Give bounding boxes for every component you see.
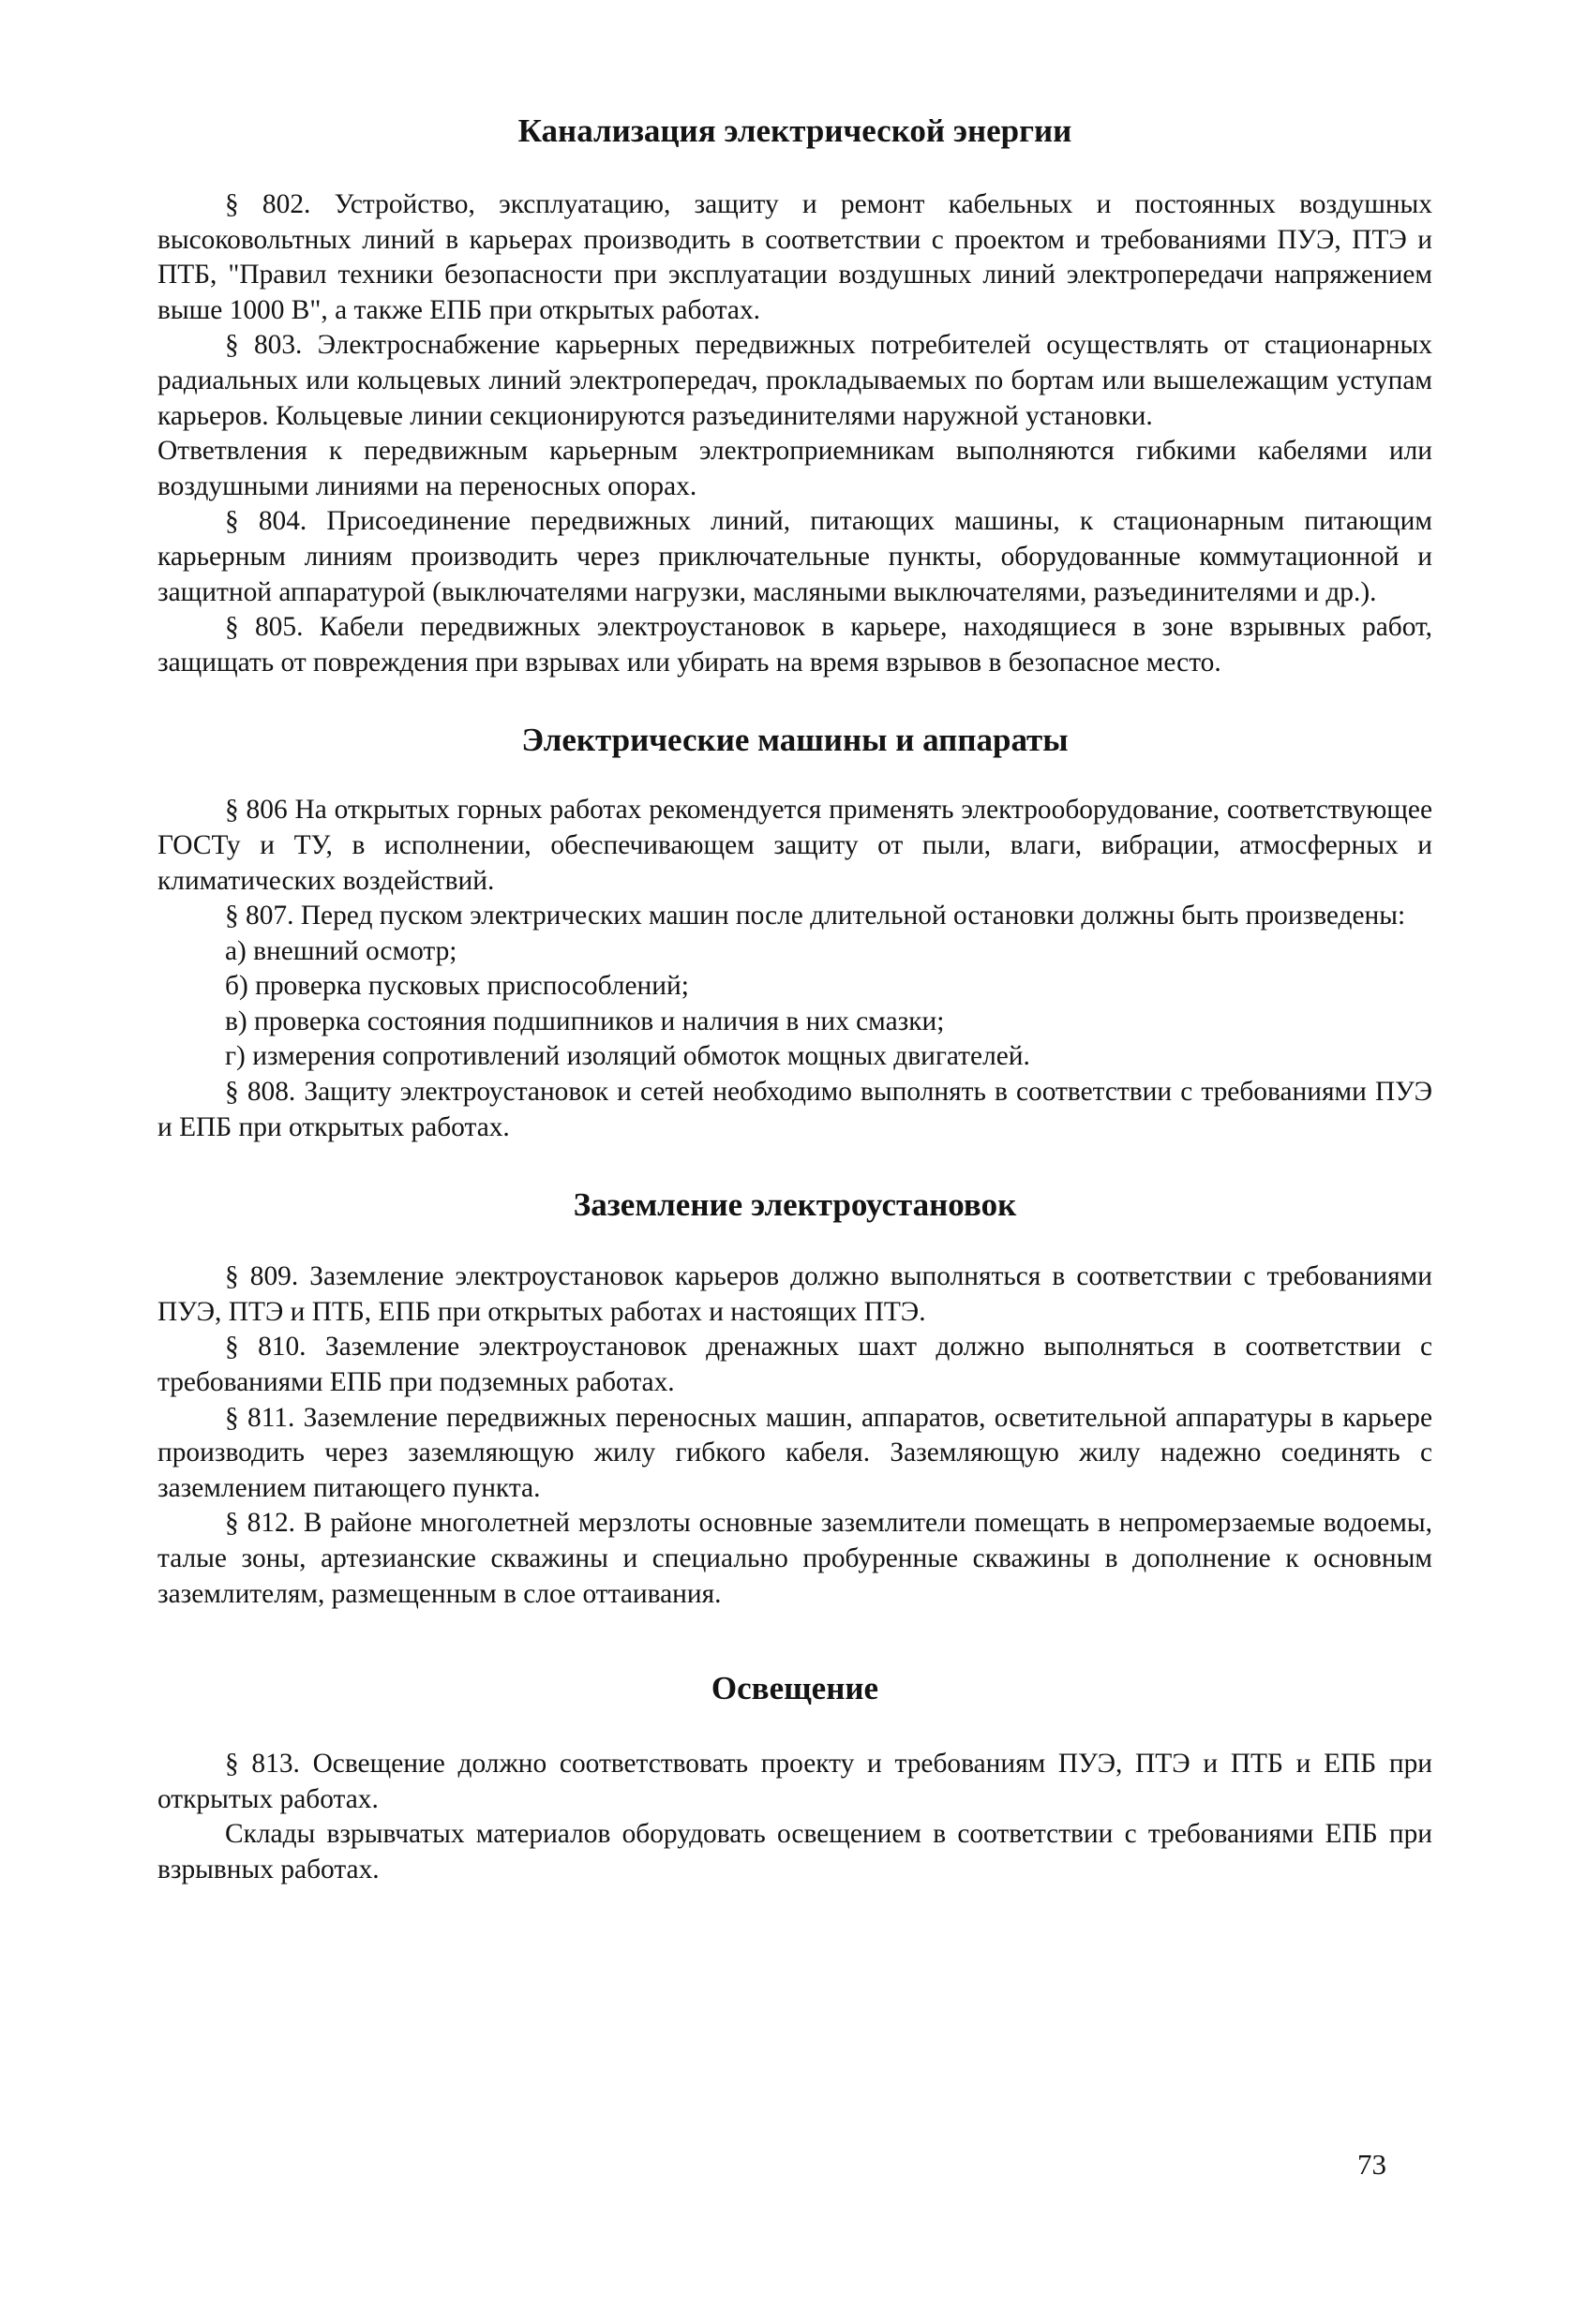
section-heading: Освещение [711, 1670, 879, 1707]
paragraph-802: § 802. Устройство, эксплуатацию, защиту и ремонт кабельных и постоянных воздушных высоковольтных линий в карьерах производить в соответствии с проектом и требованиями ПУЭ, ПТЭ и ПТБ, "Правил техники безопасности при эксплуатации воздушных линий электропередачи напряжением выше 1000 В", а также ЕПБ при открытых работах. [157, 189, 1432, 325]
list-item: г) измерения сопротивлений изоляций обмоток мощных двигателей. [225, 1041, 1030, 1072]
paragraph-803: § 803. Электроснабжение карьерных передвижных потребителей осуществлять от стационарных радиальных или кольцевых линий электропередач, прокладываемых по бортам или вышележащим уступам карьеров. Кольцевые линии секционируются разъединителями наружной установки. [157, 330, 1432, 431]
paragraph-810: § 810. Заземление электроустановок дренажных шахт должно выполняться в соответствии с требованиями ЕПБ при подземных работах. [157, 1332, 1432, 1398]
paragraph-808: § 808. Защиту электроустановок и сетей необходимо выполнять в соответствии с требованиями ПУЭ и ЕПБ при открытых работах. [157, 1077, 1432, 1142]
page-number: 73 [1357, 2148, 1386, 2181]
document-page [157, 111, 1432, 1888]
paragraph-explosives-storage: Склады взрывчатых материалов оборудовать освещением в соответствии с требованиями ЕПБ при взрывных работах. [157, 1819, 1432, 1885]
section-heading: Канализация электрической энергии [517, 112, 1072, 149]
section-heading: Электрические машины и аппараты [521, 722, 1069, 759]
paragraph-812: § 812. В районе многолетней мерзлоты основные заземлители помещать в непромерзаемые водоемы, талые зоны, артезианские скважины и специально пробуренные скважины в дополнение к основным заземлителям, размещенным в слое оттаивания. [157, 1508, 1432, 1609]
paragraph-806: § 806 На открытых горных работах рекомендуется применять электрооборудование, соответствующее ГОСТу и ТУ, в исполнении, обеспечивающем защиту от пыли, влаги, вибрации, атмосферных и климатических воздействий. [157, 795, 1432, 896]
paragraph-813: § 813. Освещение должно соответствовать проекту и требованиям ПУЭ, ПТЭ и ПТБ и ЕПБ при открытых работах. [157, 1749, 1432, 1814]
paragraph-branches: Ответвления к передвижным карьерным электроприемникам выполняются гибкими кабелями или воздушными линиями на переносных опорах. [157, 436, 1432, 501]
paragraph-807: § 807. Перед пуском электрических машин после длительной остановки должны быть произведены: [225, 901, 1406, 931]
section-power-distribution [157, 111, 1432, 680]
section-lighting [157, 1668, 1432, 1887]
section-grounding [157, 1184, 1432, 1612]
paragraph-805: § 805. Кабели передвижных электроустановок в карьере, находящиеся в зоне взрывных работ, защищать от повреждения при взрывах или убирать на время взрывов в безопасное место. [157, 612, 1432, 678]
list-item: а) внешний осмотр; [225, 935, 457, 966]
paragraph-804: § 804. Присоединение передвижных линий, питающих машины, к стационарным питающим карьерным линиям производить через приключательные пункты, оборудованные коммутационной и защитной аппаратурой (выключателями нагрузки, масляными выключателями, разъединителями и др.). [157, 506, 1432, 607]
paragraph-809: § 809. Заземление электроустановок карьеров должно выполняться в соответствии с требованиями ПУЭ, ПТЭ и ПТБ, ЕПБ при открытых работах и настоящих ПТЭ. [157, 1261, 1432, 1327]
list-item: б) проверка пусковых приспособлений; [225, 971, 689, 1002]
section-heading: Заземление электроустановок [573, 1186, 1017, 1224]
paragraph-811: § 811. Заземление передвижных переносных машин, аппаратов, осветительной аппаратуры в карьере производить через заземляющую жилу гибкого кабеля. Заземляющую жилу надежно соединять с заземлением питающего пункта. [157, 1402, 1432, 1503]
section-electric-machines [157, 720, 1432, 1145]
list-item: в) проверка состояния подшипников и наличия в них смазки; [225, 1006, 945, 1036]
